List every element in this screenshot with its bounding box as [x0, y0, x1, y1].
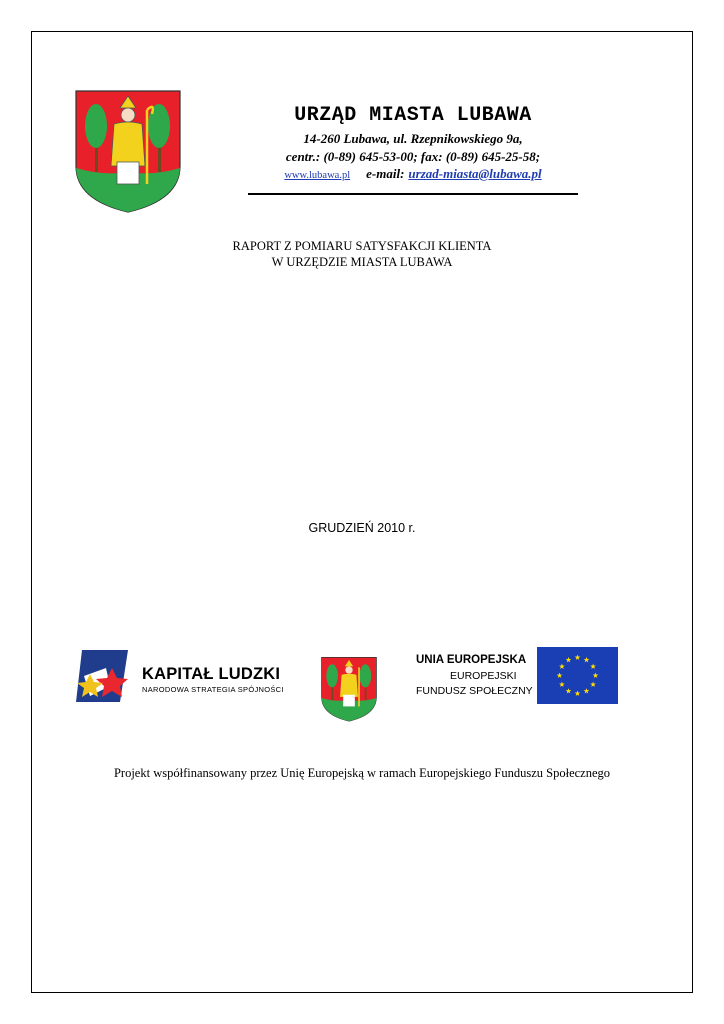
- report-title-line-2: W URZĘDZIE MIASTA LUBAWA: [271, 255, 453, 269]
- lubawa-coat-of-arms: [73, 88, 183, 214]
- eu-fund-line-1: EUROPEJSKI: [450, 670, 517, 682]
- kapital-ludzki-subtitle: NARODOWA STRATEGIA SPÓJNOŚCI: [142, 685, 284, 694]
- office-name: URZĄD MIASTA LUBAWA: [294, 104, 532, 127]
- office-phones: centr.: (0-89) 645-53-00; fax: (0-89) 645-25-58;: [285, 149, 541, 164]
- website-link[interactable]: www.lubawa.pl: [284, 170, 351, 181]
- kapital-ludzki-name: KAPITAŁ LUDZKI: [142, 665, 281, 683]
- email-label: e-mail:: [366, 166, 405, 181]
- report-date: GRUDZIEŃ 2010 r.: [308, 521, 416, 535]
- lubawa-coat-of-arms-small: [320, 650, 378, 728]
- email-link[interactable]: urzad-miasta@lubawa.pl: [408, 166, 542, 181]
- office-address: 14-260 Lubawa, ul. Rzepnikowskiego 9a,: [303, 131, 523, 146]
- eu-name: UNIA EUROPEJSKA: [416, 654, 527, 666]
- cofinancing-note: Projekt współfinansowany przez Unię Europejską w ramach Europejskiego Funduszu Społecznego: [113, 766, 611, 780]
- header-divider: [248, 193, 578, 195]
- eu-fund-line-2: FUNDUSZ SPOŁECZNY: [416, 685, 533, 697]
- report-title-line-1: RAPORT Z POMIARU SATYSFAKCJI KLIENTA: [232, 239, 492, 253]
- contact-line: [248, 165, 578, 183]
- eu-flag: [537, 647, 618, 704]
